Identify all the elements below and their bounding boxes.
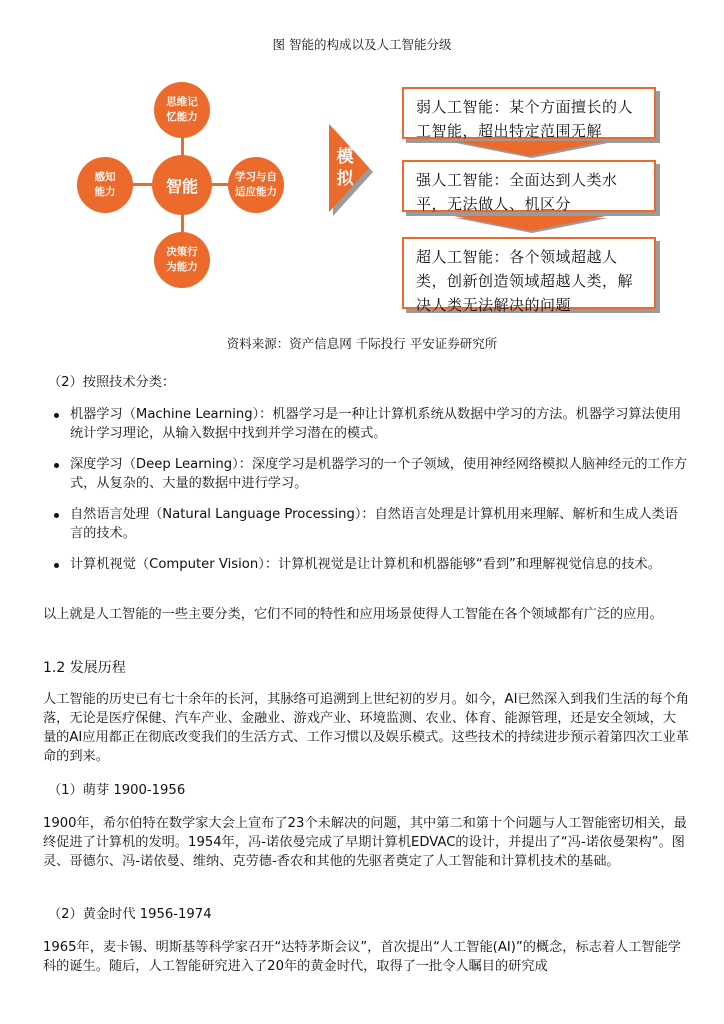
phase2-heading: （2）黄金时代 1956-1974	[48, 907, 212, 922]
circle-perception-label: 感知能力	[94, 171, 116, 198]
level-weak-ai: 弱人工智能：某个方面擅长的人工智能，超出特定范围无解	[402, 87, 656, 139]
circle-decision-label: 决策行为能力	[166, 246, 198, 273]
history-heading: 1.2 发展历程	[43, 660, 126, 676]
level-super-ai: 超人工智能：各个领域超越人类，创新创造领域超越人类，解决人类无法解决的问题	[402, 237, 656, 309]
down-arrow-1	[452, 140, 612, 160]
circle-memory-label: 思维记忆能力	[166, 96, 198, 123]
bullet-computer-vision: 计算机视觉（Computer Vision）：计算机视觉是让计算机和机器能够“看到”和理解视觉信息的技术。	[70, 557, 661, 572]
simulate-label: 模拟	[336, 147, 354, 189]
circle-intelligence-label: 智能	[165, 176, 198, 196]
tech-summary: 以上就是人工智能的一些主要分类，它们不同的特性和应用场景使得人工智能在各个领域都有广泛的应用。	[43, 607, 663, 622]
history-intro: 人工智能的历史已有七十余年的长河，其脉络可追溯到上世纪初的岁月。如今，AI已然深入到我们生活的每个角落，无论是医疗保健、汽车产业、金融业、游戏产业、环境监测、农业、体育、能源管理，还是安全领域，大量的AI应用都正在彻底改变我们的生活方式、工作习惯以及娱乐模式。这些技术的持续进步预示着第四次工业革命的到来。	[43, 692, 689, 764]
bullet-machine-learning: 机器学习（Machine Learning）：机器学习是一种让计算机系统从数据中学习的方法。机器学习算法使用统计学习理论，从输入数据中找到并学习潜在的模式。	[70, 407, 682, 441]
phase1-heading: （1）萌芽 1900-1956	[48, 783, 186, 798]
phase2-text: 1965年，麦卡锡、明斯基等科学家召开“达特茅斯会议”，首次提出“人工智能(AI)”的概念，标志着人工智能学科的诞生。随后，人工智能研究进入了20年的黄金时代，取得了一批令人瞩目的研究成	[43, 940, 681, 974]
figure-title: 图 智能的构成以及人工智能分级	[272, 37, 452, 52]
circle-perception	[77, 157, 133, 213]
circle-learning	[228, 157, 284, 213]
tech-heading: （2）按照技术分类：	[48, 375, 176, 390]
level-strong-ai: 强人工智能：全面达到人类水平，无法做人、机区分	[402, 160, 656, 212]
circle-memory	[154, 82, 210, 138]
intelligence-diagram	[0, 0, 724, 330]
phase1-text: 1900年，希尔伯特在数学家大会上宣布了23个未解决的问题，其中第二和第十个问题与人工智能密切相关，最终促进了计算机的发明。1954年，冯-诺依曼完成了早期计算机EDVAC的设计，并提出了“冯-诺依曼架构”。图灵、哥德尔、冯-诺依曼、维纳、克劳德-香农和其他的先驱者奠定了人工智能和计算机技术的基础。	[43, 816, 687, 869]
bullet-deep-learning: 深度学习（Deep Learning）：深度学习是机器学习的一个子领域，使用神经网络模拟人脑神经元的工作方式，从复杂的、大量的数据中进行学习。	[70, 457, 688, 491]
circle-decision	[154, 232, 210, 288]
bullet-nlp: 自然语言处理（Natural Language Processing）：自然语言处理是计算机用来理解、解析和生成人类语言的技术。	[70, 507, 678, 541]
down-arrow-2	[452, 215, 612, 235]
circle-learning-label: 学习与自适应能力	[235, 171, 277, 198]
circle-intelligence	[152, 155, 212, 215]
figure-source: 资料来源：资产信息网 千际投行 平安证券研究所	[226, 336, 498, 351]
